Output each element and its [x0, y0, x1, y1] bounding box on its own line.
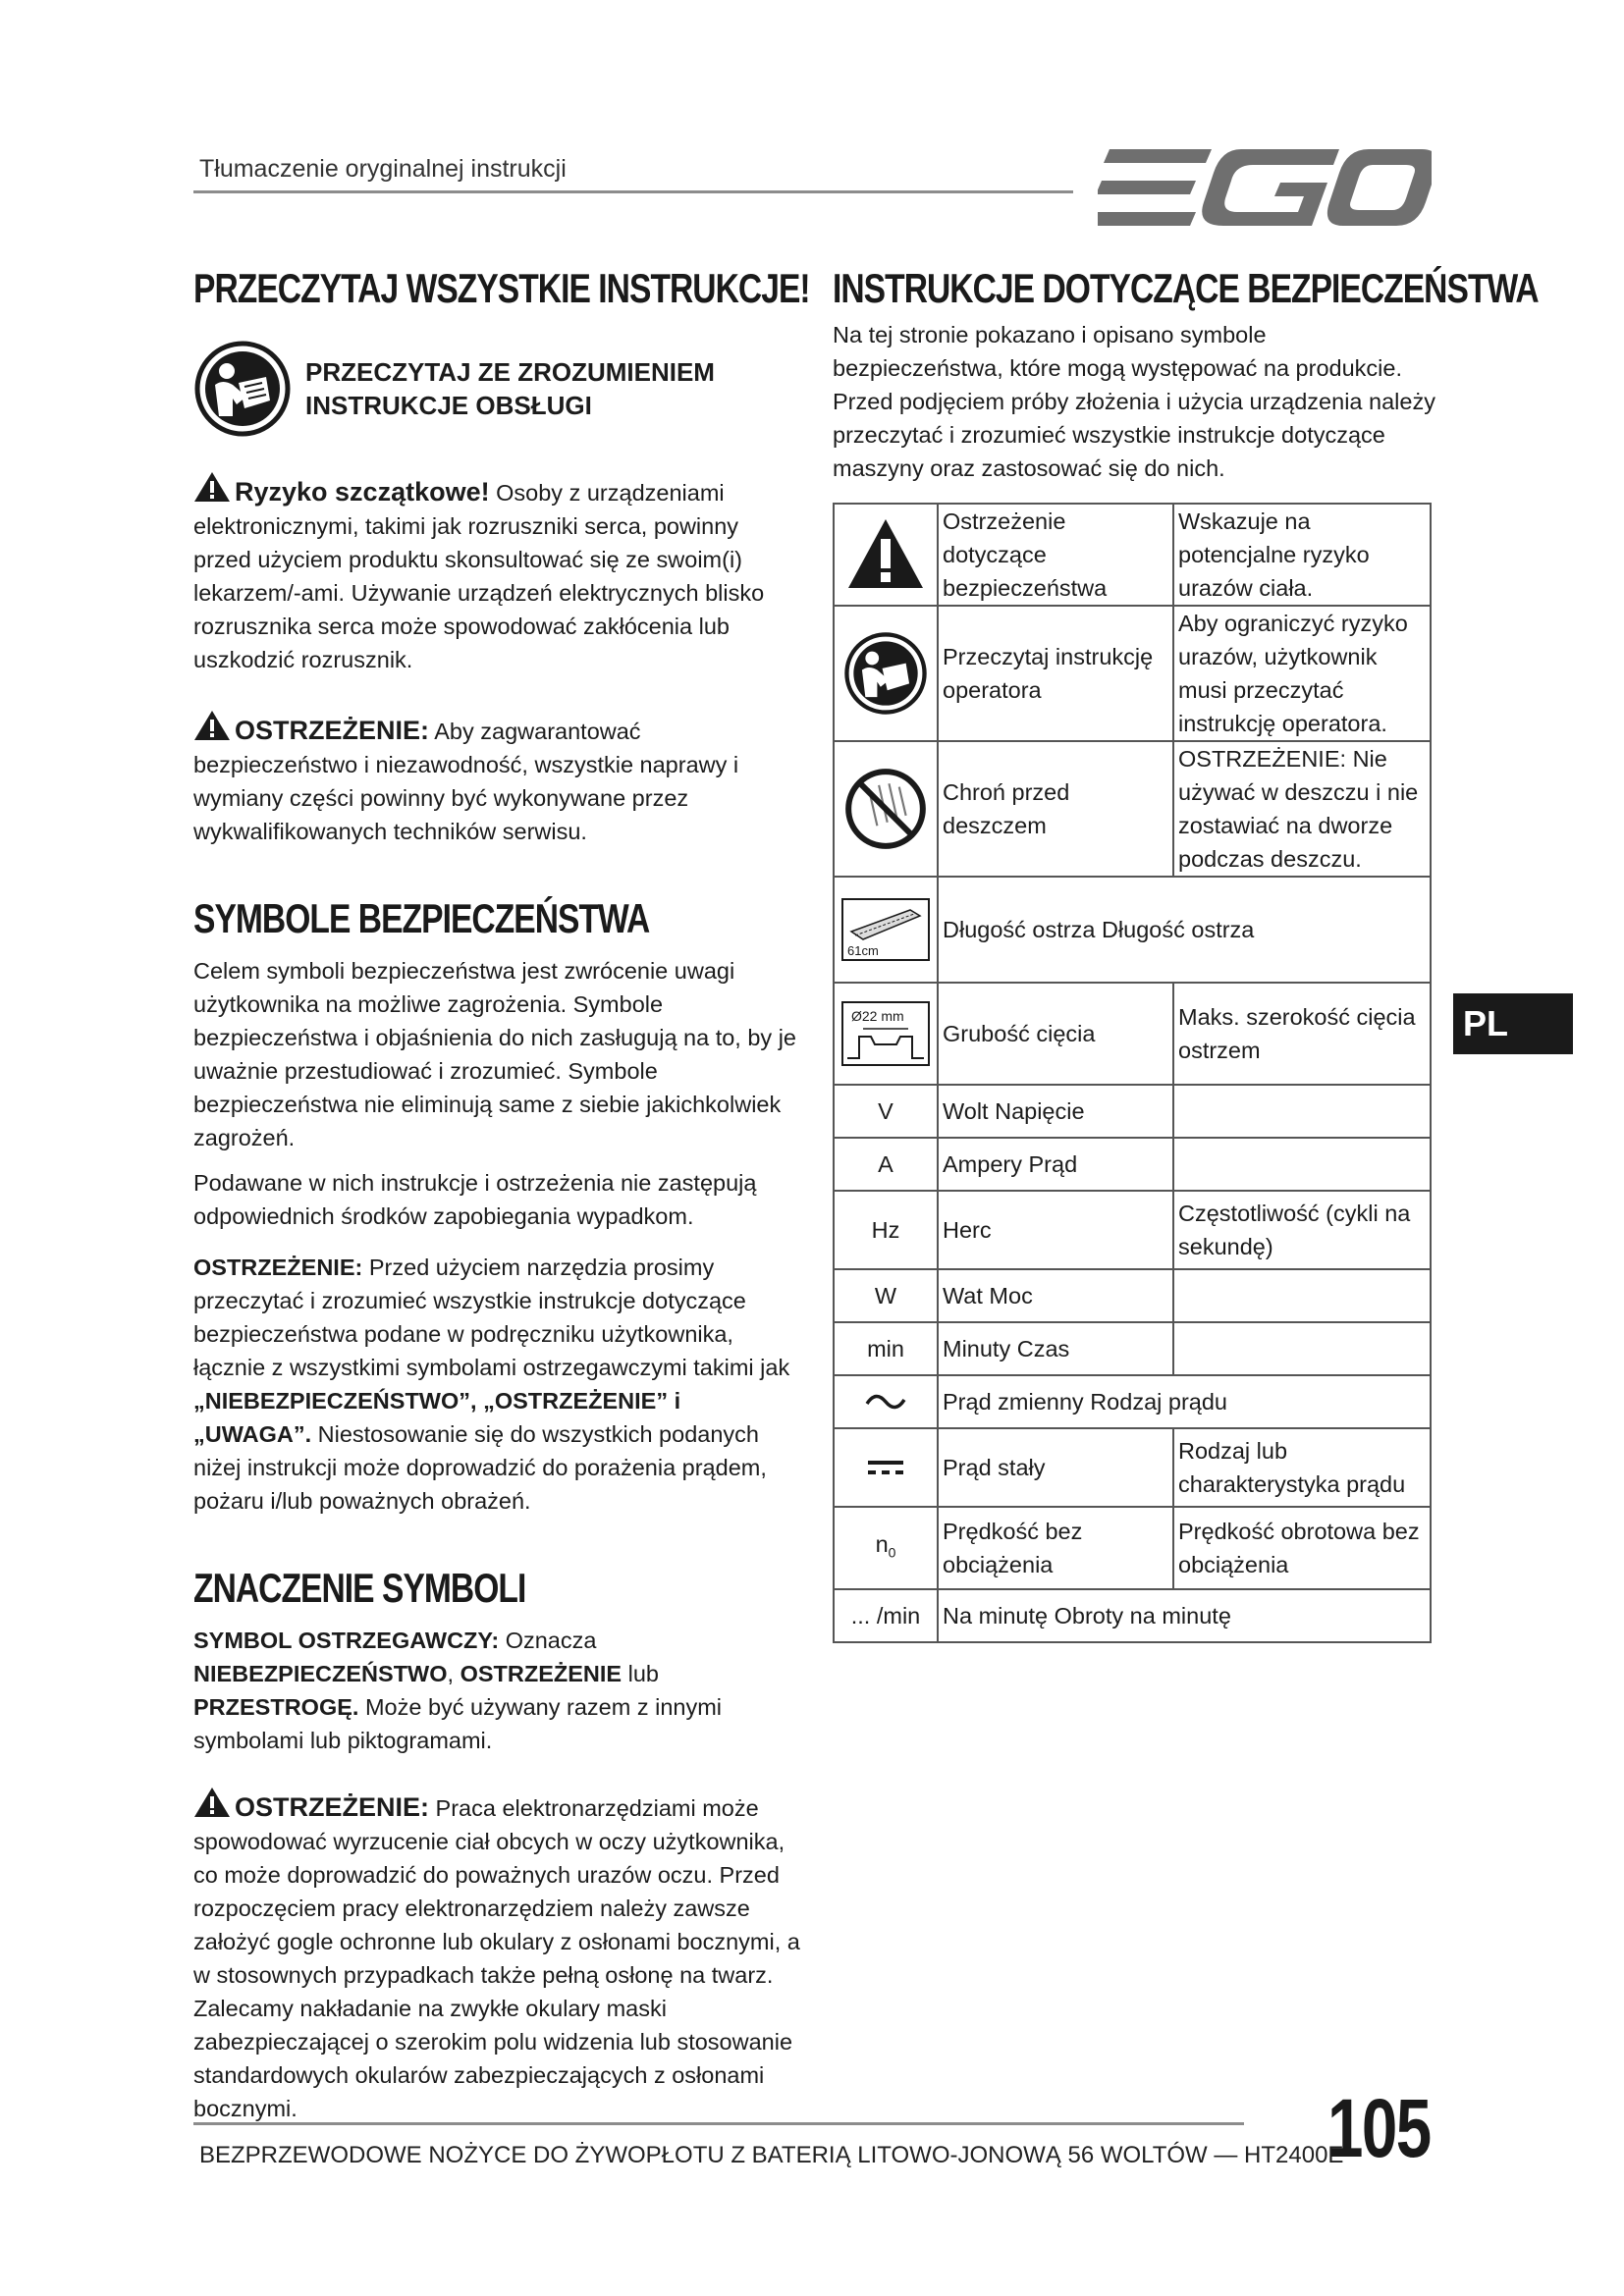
- heading-symbol-meaning: ZNACZENIE SYMBOLI: [193, 1565, 526, 1611]
- symbol-name: Prąd stały: [938, 1428, 1173, 1507]
- symbol-meaning: Aby ograniczyć ryzyko urazów, użytkownik musi przeczytać instrukcję operatora.: [1173, 606, 1431, 741]
- symbol-name: Grubość cięcia: [938, 983, 1173, 1085]
- symbol-cell: [834, 983, 938, 1085]
- warning-eyes-paragraph: [193, 1787, 802, 2125]
- symbol-warning-word-warning: OSTRZEŻENIE: [460, 1661, 623, 1686]
- warning-triangle-icon: [846, 517, 925, 592]
- symbol-name: Prędkość bez obciążenia: [938, 1507, 1173, 1589]
- table-row: [834, 877, 1431, 983]
- warning-triangle-icon: [193, 471, 231, 503]
- read-manual-icon: [193, 340, 292, 438]
- warning-read-words: „NIEBEZPIECZEŃSTWO”, „OSTRZEŻENIE” i „UWAGA”.: [193, 1388, 681, 1447]
- symbol-meaning: Wskazuje na potencjalne ryzyko urazów ciała.: [1173, 504, 1431, 606]
- symbol-text: W: [834, 1269, 938, 1322]
- symbol-name: Prąd zmienny Rodzaj prądu: [938, 1375, 1431, 1428]
- read-title-line-1: PRZECZYTAJ ZE ZROZUMIENIEM: [305, 357, 715, 387]
- cutting-thickness-icon: [841, 1001, 930, 1066]
- page-number: 105: [1327, 2082, 1431, 2174]
- warning-read-text: Przed użyciem narzędzia prosimy przeczytać i zrozumieć wszystkie instrukcje dotyczące bezpieczeństwa podane w podręczniku użytkownika, łącznie z wszystkimi symbolami ostrzegawczymi takimi jak: [193, 1255, 790, 1380]
- left-column: [193, 265, 810, 2125]
- table-row: [834, 983, 1431, 1085]
- symbol-meaning: OSTRZEŻENIE: Nie używać w deszczu i nie zostawiać na dworze podczas deszczu.: [1173, 741, 1431, 877]
- read-manual-title: [305, 355, 715, 422]
- read-manual-icon: [843, 631, 928, 716]
- symbol-name: Przeczytaj instrukcję operatora: [938, 606, 1173, 741]
- header-rule: [193, 190, 1073, 193]
- symbol-text: Hz: [834, 1191, 938, 1269]
- table-row: [834, 606, 1431, 741]
- warning-triangle-icon: [193, 1787, 231, 1818]
- table-row: [834, 1428, 1431, 1507]
- symbol-cell: [834, 877, 938, 983]
- symbol-warning-lead: SYMBOL OSTRZEGAWCZY:: [193, 1628, 500, 1653]
- table-row: [834, 741, 1431, 877]
- svg-text:61cm: 61cm: [847, 943, 879, 958]
- footer-text: BEZPRZEWODOWE NOŻYCE DO ŻYWOPŁOTU Z BATERIĄ LITOWO-JONOWĄ 56 WOLTÓW — HT2400E: [199, 2142, 1344, 2168]
- right-column: [833, 265, 1539, 485]
- symbol-name: Długość ostrza Długość ostrza: [938, 877, 1431, 983]
- warning-eyes-text: Praca elektronarzędziami może spowodować wyrzucenie ciał obcych w oczy użytkownika, co może doprowadzić do poważnych urazów oczu. Przed rozpoczęciem pracy elektronarzędziem należy zawsze założyć gogle ochronne lub okulary z osłonami bocznymi, a w stosownych przypadkach także pełną osłonę na twarz. Zalecamy nakładanie na zwykłe okulary maski zabezpieczającej o szerokim polu widzenia lub stosowanie standardowych okularów zabezpieczających z osłonami bocznymi.: [193, 1795, 800, 2121]
- ego-logo: [1098, 147, 1432, 230]
- table-row: [834, 1191, 1431, 1269]
- table-row: [834, 1507, 1431, 1589]
- direct-current-icon: [866, 1457, 905, 1478]
- symbol-text: ... /min: [834, 1589, 938, 1642]
- table-row: [834, 504, 1431, 606]
- symbol-meaning: [1173, 1138, 1431, 1191]
- symbol-meaning: [1173, 1322, 1431, 1375]
- symbol-cell: [834, 1375, 938, 1428]
- symbol-meaning: Maks. szerokość cięcia ostrzem: [1173, 983, 1431, 1085]
- header-text: Tłumaczenie oryginalnej instrukcji: [199, 155, 567, 183]
- symbol-warning-word-caution: PRZESTROGĘ.: [193, 1694, 359, 1720]
- table-row: [834, 1085, 1431, 1138]
- symbol-meaning: Prędkość obrotowa bez obciążenia: [1173, 1507, 1431, 1589]
- read-manual-block: [193, 340, 802, 438]
- language-tab: PL: [1453, 993, 1573, 1054]
- symbol-warning-paragraph: [193, 1624, 802, 1757]
- svg-text:Ø22 mm: Ø22 mm: [851, 1008, 904, 1024]
- safety-intro: Na tej stronie pokazano i opisano symbole bezpieczeństwa, które mogą występować na produkcie. Przed podjęciem próby złożenia i użycia urządzenia należy przeczytać i zrozumieć wszystkie instrukcje dotyczące maszyny oraz zastosować się do nich.: [833, 322, 1435, 481]
- symbol-meaning: Rodzaj lub charakterystyka prądu: [1173, 1428, 1431, 1507]
- symbols-table: [833, 503, 1432, 1643]
- warning-read-lead: OSTRZEŻENIE:: [193, 1255, 363, 1280]
- warning-read-paragraph: [193, 1251, 802, 1518]
- table-row: [834, 1269, 1431, 1322]
- symbol-text: A: [834, 1138, 938, 1191]
- symbol-meaning: [1173, 1269, 1431, 1322]
- symbol-subscript: 0: [888, 1544, 896, 1561]
- warning-eyes-lead: OSTRZEŻENIE:: [235, 1792, 430, 1822]
- symbol-name: Wat Moc: [938, 1269, 1173, 1322]
- table-row: [834, 1375, 1431, 1428]
- table-row: [834, 1322, 1431, 1375]
- blade-length-icon: [841, 898, 930, 961]
- symbol-warning-text-1: Oznacza: [505, 1628, 597, 1653]
- symbol-meaning: [1173, 1085, 1431, 1138]
- table-row: [834, 1589, 1431, 1642]
- symbol-cell: [834, 504, 938, 606]
- symbol-name: Wolt Napięcie: [938, 1085, 1173, 1138]
- heading-safety-instructions: INSTRUKCJE DOTYCZĄCE BEZPIECZEŃSTWA: [833, 265, 1539, 311]
- warning-repairs-text: Aby zagwarantować bezpieczeństwo i niezawodność, wszystkie naprawy i wymiany części powinny być wykonywane przez wykwalifikowanych techników serwisu.: [193, 719, 739, 844]
- warning-triangle-icon: [193, 710, 231, 741]
- symbol-warning-comma: ,: [447, 1661, 455, 1686]
- heading-safety-symbols: SYMBOLE BEZPIECZEŃSTWA: [193, 895, 650, 941]
- footer-rule: [193, 2122, 1244, 2125]
- symbol-name: Minuty Czas: [938, 1322, 1173, 1375]
- symbol-cell: [834, 1428, 938, 1507]
- residual-risk-paragraph: [193, 471, 802, 676]
- symbol-warning-text-2: lub: [627, 1661, 659, 1686]
- residual-risk-text: Osoby z urządzeniami elektronicznymi, takimi jak rozruszniki serca, powinny przed użyciem produktu skonsultować się ze swoim(i) lekarzem/-ami. Używanie urządzeń elektrycznych blisko rozrusznika serca może spowodować zakłócenia lub uszkodzić rozrusznik.: [193, 480, 765, 672]
- residual-risk-lead: Ryzyko szczątkowe!: [235, 477, 490, 507]
- symbol-name: Ostrzeżenie dotyczące bezpieczeństwa: [938, 504, 1173, 606]
- table-row: [834, 1138, 1431, 1191]
- symbol-text: [834, 1507, 938, 1589]
- symbol-cell: [834, 606, 938, 741]
- symbol-meaning: Częstotliwość (cykli na sekundę): [1173, 1191, 1431, 1269]
- alternating-current-icon: [864, 1390, 907, 1414]
- symbol-name: Herc: [938, 1191, 1173, 1269]
- symbol-text: min: [834, 1322, 938, 1375]
- no-rain-icon: [843, 767, 928, 851]
- symbol-text: V: [834, 1085, 938, 1138]
- symbol-name: Ampery Prąd: [938, 1138, 1173, 1191]
- symbol-n: n: [875, 1530, 889, 1557]
- warning-read-text-2: Niestosowanie się do wszystkich podanych niżej instrukcji może doprowadzić do porażenia prądem, pożaru i/lub poważnych obrażeń.: [193, 1421, 767, 1514]
- symbols-paragraph-1: Celem symboli bezpieczeństwa jest zwrócenie uwagi użytkownika na możliwe zagrożenia. Symbole bezpieczeństwa i objaśnienia do nich zasługują na to, by je uważnie przestudiować i zrozumieć. Symbole bezpieczeństwa nie eliminują same z siebie jakichkolwiek zagrożeń.: [193, 958, 797, 1150]
- warning-repairs-paragraph: [193, 710, 802, 848]
- warning-repairs-lead: OSTRZEŻENIE:: [235, 716, 430, 745]
- heading-read-all: PRZECZYTAJ WSZYSTKIE INSTRUKCJE!: [193, 265, 810, 311]
- symbol-name: Na minutę Obroty na minutę: [938, 1589, 1431, 1642]
- symbol-warning-text-3: Może być używany razem z innymi symbolami lub piktogramami.: [193, 1694, 723, 1753]
- symbols-paragraph-2: Podawane w nich instrukcje i ostrzeżenia nie zastępują odpowiednich środków zapobiegania wypadkom.: [193, 1170, 757, 1229]
- read-title-line-2: INSTRUKCJE OBSŁUGI: [305, 391, 592, 420]
- symbol-name: Chroń przed deszczem: [938, 741, 1173, 877]
- symbol-cell: [834, 741, 938, 877]
- symbol-warning-word-danger: NIEBEZPIECZEŃSTWO: [193, 1661, 448, 1686]
